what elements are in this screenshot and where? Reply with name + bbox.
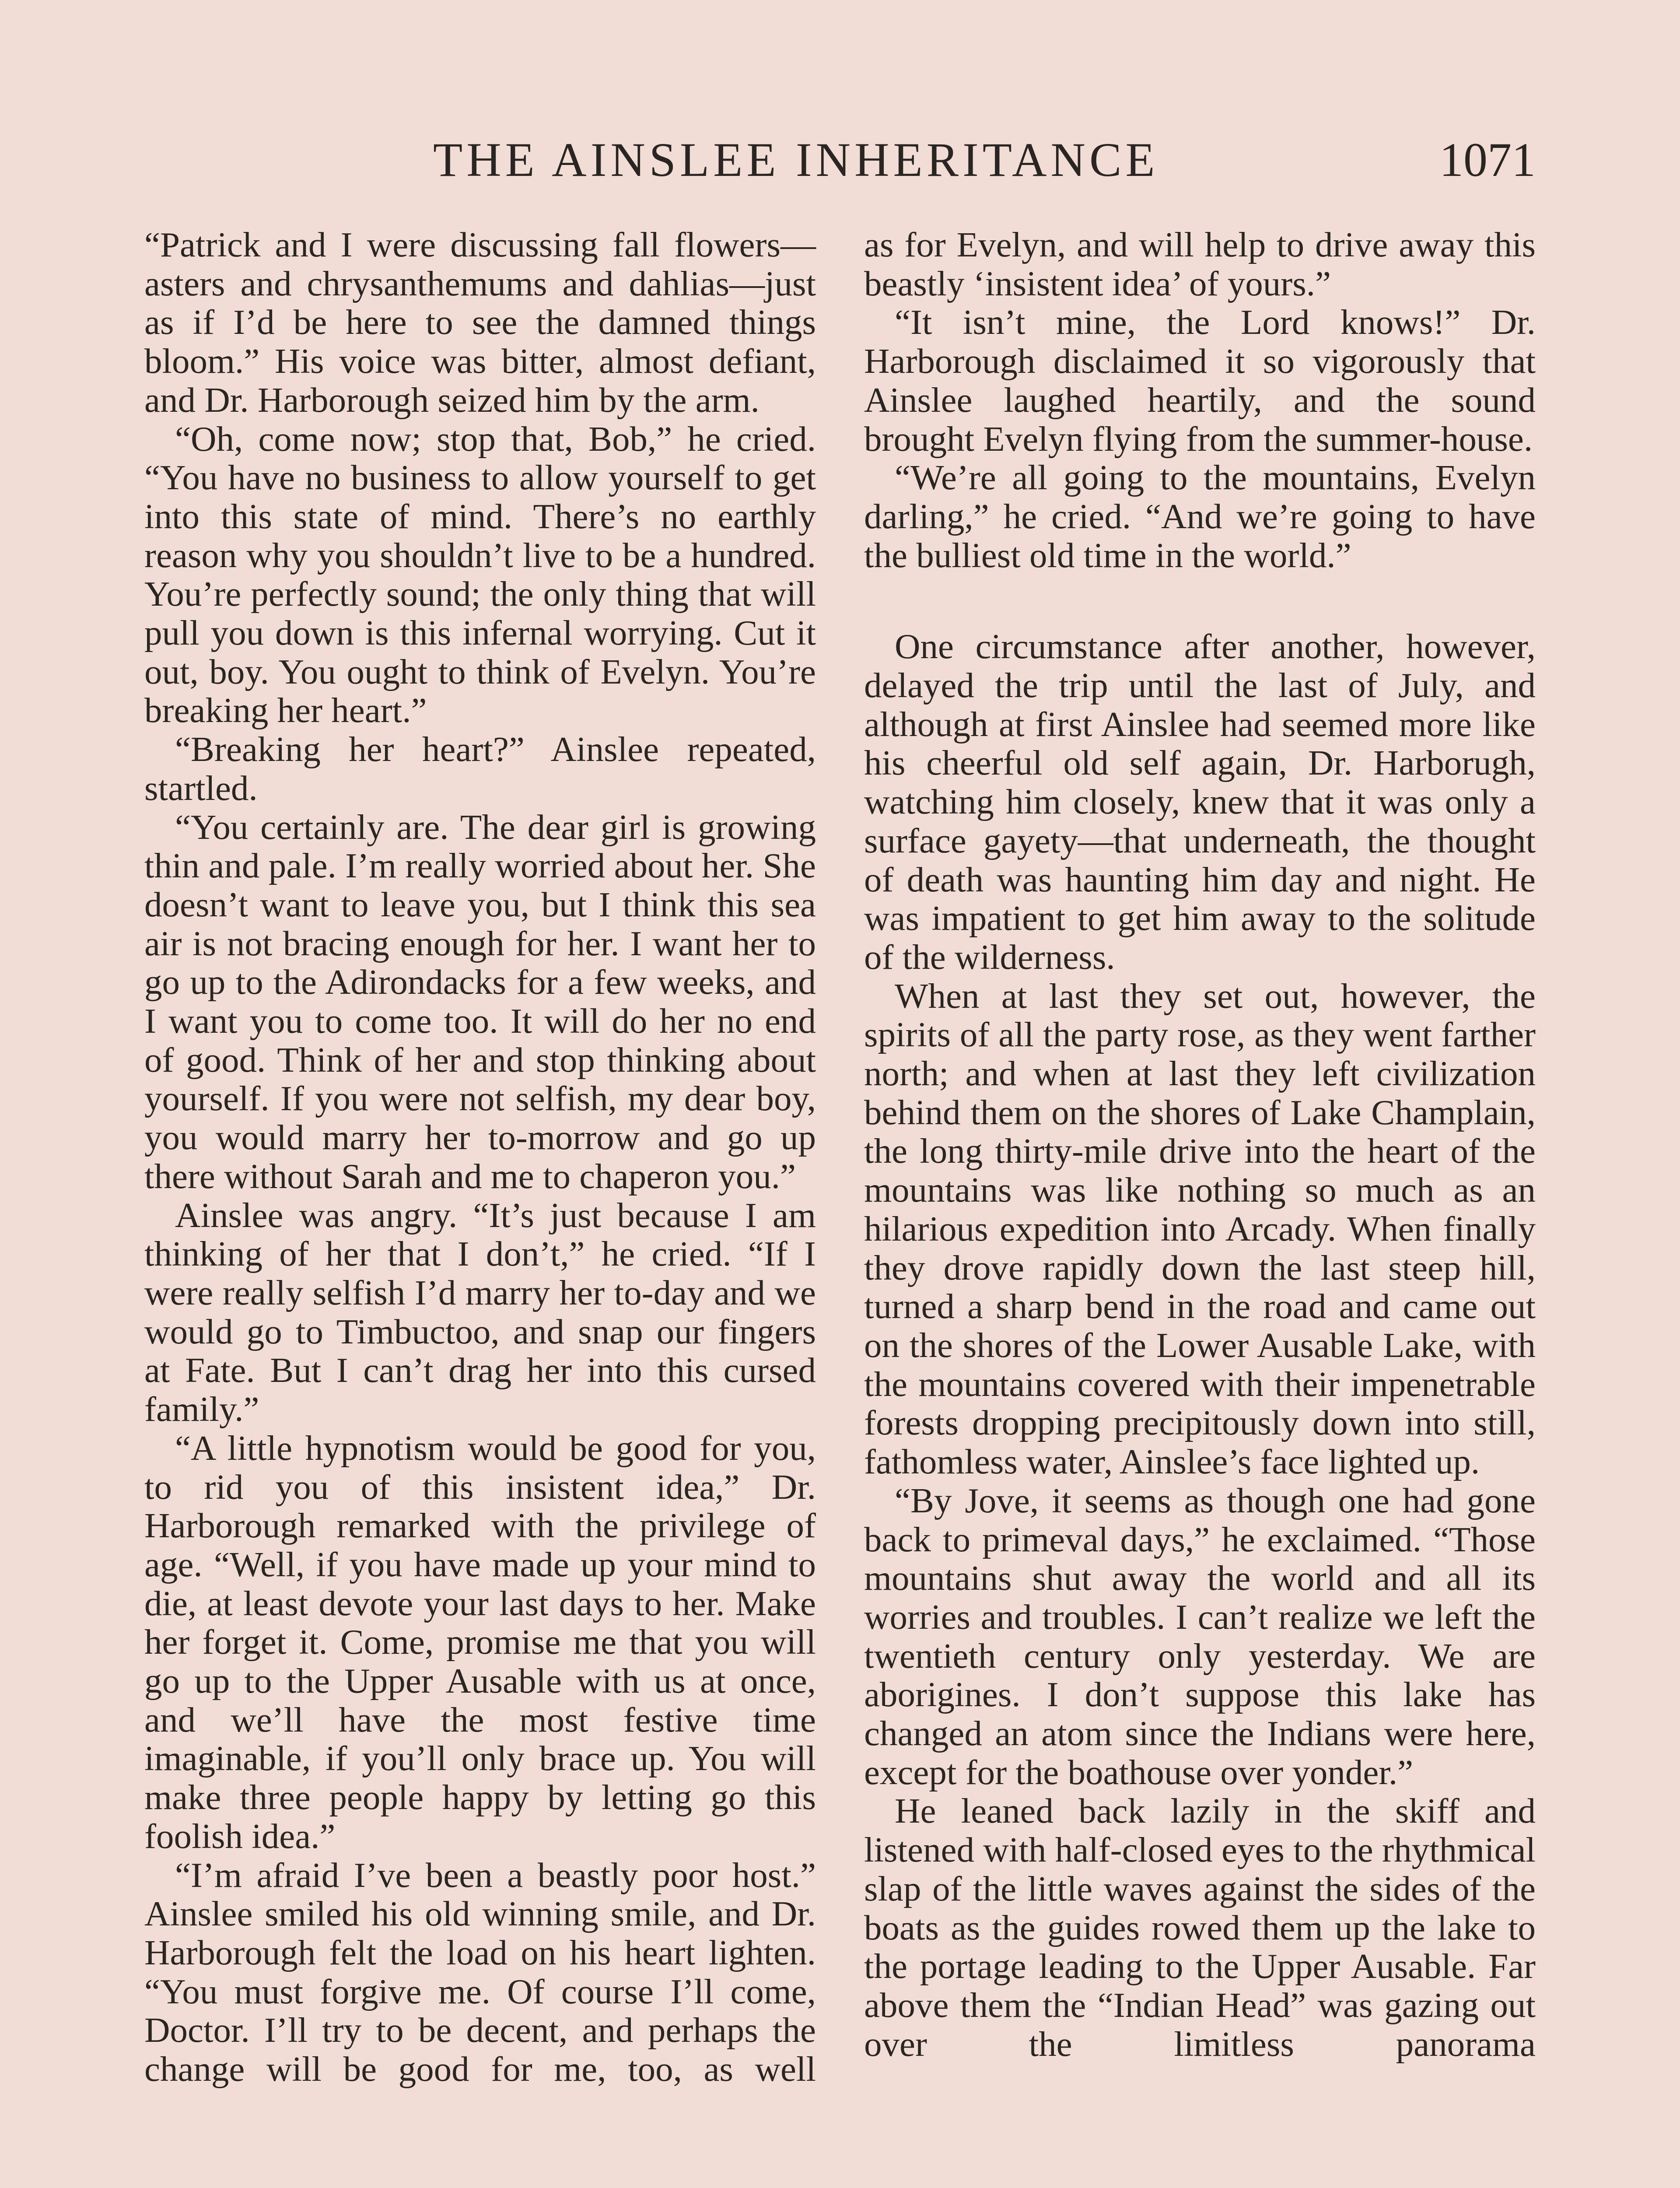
paragraph: “It isn’t mine, the Lord knows!” Dr. Harborough disclaimed it so vigorously that Ainslee laughed heartily, and the sound brought Evelyn flying from the summer-house. [864, 302, 1536, 459]
paragraph: When at last they set out, however, the spirits of all the party rose, as they went farther north; and when at last they left civilization behind them on the shores of Lake Champlain, the long thirty-mile drive into the heart of the mountains was like nothing so much as an hilarious expedition into Arcady. When finally they drove rapidly down the last steep hill, turned a sharp bend in the road and came out on the shores of the Lower Ausable Lake, with the mountains covered with their impenetrable forests dropping precipitously down into still, fathomless water, Ainslee’s face lighted up. [864, 976, 1536, 1482]
paragraph: “You certainly are. The dear girl is growing thin and pale. I’m really worried about her. She doesn’t want to leave you, but I think this sea air is not bracing enough for her. I want her to go up to the Adirondacks for a few weeks, and I want you to come too. It will do her no end of good. Think of her and stop thinking about yourself. If you were not selfish, my dear boy, you would marry her to-morrow and go up there without Sarah and me to chaperon you.” [144, 807, 816, 1196]
left-column [144, 225, 816, 2089]
paragraph: Ainslee was angry. “It’s just because I am thinking of her that I don’t,” he cried. “If I were really selfish I’d marry her to-day and we would go to Timbuctoo, and snap our fingers at Fate. But I can’t drag her into this cursed family.” [144, 1195, 816, 1429]
paragraph: “Patrick and I were discussing fall flowers—asters and chrysanthemums and dahlias—just as if I’d be here to see the damned things bloom.” His voice was bitter, almost defiant, and Dr. Harborough seized him by the arm. [144, 225, 816, 420]
paragraph: “Oh, come now; stop that, Bob,” he cried. “You have no business to allow yourself to get into this state of mind. There’s no earthly reason why you shouldn’t live to be a hundred. You’re perfectly sound; the only thing that will pull you down is this infernal worrying. Cut it out, boy. You ought to think of Evelyn. You’re breaking her heart.” [144, 419, 816, 730]
paragraph: One circumstance after another, however, delayed the trip until the last of July, and although at first Ainslee had seemed more like his cheerful old self again, Dr. Harborugh, watching him closely, knew that it was only a surface gayety—that underneath, the thought of death was haunting him day and night. He was impatient to get him away to the solitude of the wilderness. [864, 627, 1536, 977]
paragraph: He leaned back lazily in the skiff and listened with half-closed eyes to the rhythmical slap of the little waves against the sides of the boats as the guides rowed them up the lake to the portage leading to the Upper Ausable. Far above them the “Indian Head” was gazing out over the limitless panorama [864, 1791, 1536, 2064]
paragraph: “A little hypnotism would be good for you, to rid you of this insistent idea,” Dr. Harborough remarked with the privilege of age. “Well, if you have made up your mind to die, at least devote your last days to her. Make her forget it. Come, promise me that you will go up to the Upper Ausable with us at once, and we’ll have the most festive time imaginable, if you’ll only brace up. You will make three people happy by letting go this foolish idea.” [144, 1428, 816, 1856]
paragraph: as for Evelyn, and will help to drive away this beastly ‘insistent idea’ of yours.” [864, 225, 1536, 303]
paragraph: “I’m afraid I’ve been a beastly poor host.” Ainslee smiled his old winning smile, and Dr. Harborough felt the load on his heart lighten. “You must forgive me. Of course I’ll come, Doctor. I’ll try to be decent, and perhaps the change will be good for me, too, as well [144, 1855, 816, 2089]
page-header [144, 127, 1536, 193]
paragraph: “Breaking her heart?” Ainslee repeated, startled. [144, 729, 816, 808]
paragraph: “By Jove, it seems as though one had gone back to primeval days,” he exclaimed. “Those mountains shut away the world and all its worries and troubles. I can’t realize we left the twentieth century only yesterday. We are aborigines. I don’t suppose this lake has changed an atom since the Indians were here, except for the boathouse over yonder.” [864, 1480, 1536, 1792]
running-title: THE AINSLEE INHERITANCE [433, 133, 1159, 186]
page-number: 1071 [1439, 133, 1536, 186]
paragraph: “We’re all going to the mountains, Evelyn darling,” he cried. “And we’re going to have the bulliest old time in the world.” [864, 458, 1536, 575]
right-column [864, 225, 1536, 2063]
